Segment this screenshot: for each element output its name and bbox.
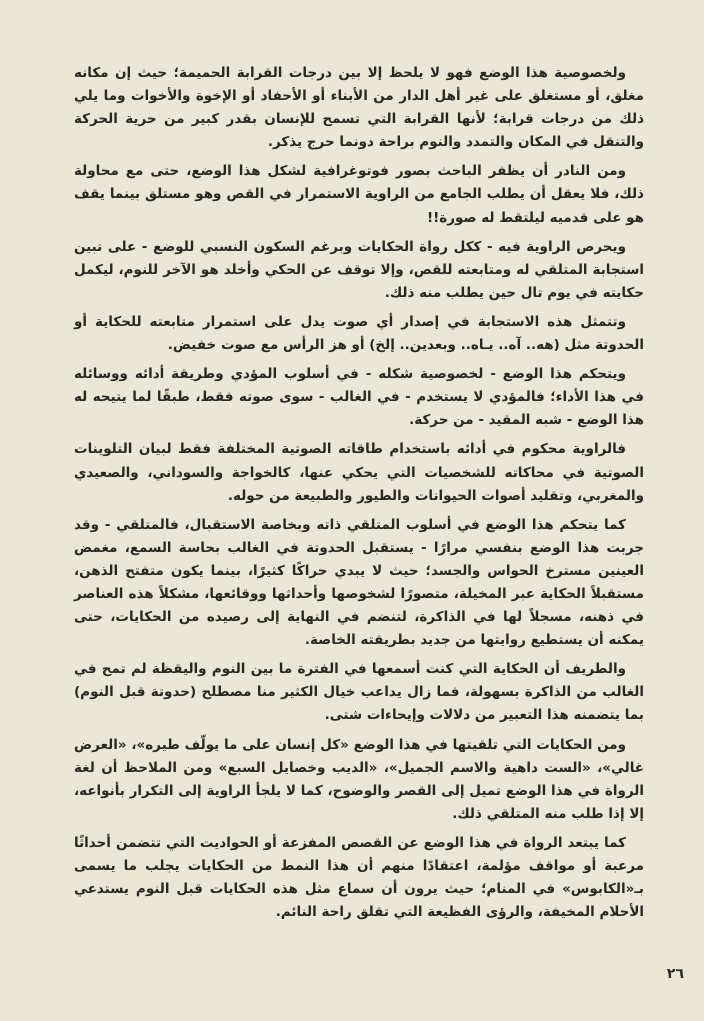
- paragraph: فالراوية محكوم في أدائه باستخدام طاقاته الصوتية المختلفة فقط لبيان التلوينات الصوتية في محاكاته للشخصيات التي يحكي عنها، كالخواجة والسوداني، والصعيدي والمغربي، وتقليد أصوات الحيوانات والطيور والطبيعة من حوله.: [74, 441, 644, 504]
- paragraph: ويحرص الراوية فيه - ككل رواة الحكايات وبرغم السكون النسبي للوضع - على تبين استجابة المتلقي له ومتابعته للقص، وإلا توقف عن الحكي وأخلد هو الآخر للنوم، ليكمل حكايته في يوم تال حين يطلب منه ذلك.: [74, 238, 644, 301]
- paragraph: ويتحكم هذا الوضع - لخصوصية شكله - في أسلوب المؤدي وطريقة أدائه ووسائله في هذا الأداء؛ فالمؤدي لا يستخدم - في الغالب - سوى صوته فقط، طبقًا لما يتيحه له هذا الوضع - شبه المقيد - من حركة.: [74, 366, 644, 429]
- paragraph: ولخصوصية هذا الوضع فهو لا يلحظ إلا بين درجات القرابة الحميمة؛ حيث إن مكانه مغلق، أو مستغلق على غير أهل الدار من الأبناء أو الأحفاد أو الإخوة والأخوات وما يلي ذلك من درجات قرابة؛ لأنها القرابة التي تسمح للإنسان بقدر كبير من حرية الحركة والتنقل في المكان والتمدد والنوم براحة دونما حرج يذكر.: [74, 65, 644, 151]
- paragraph: والطريف أن الحكاية التي كنت أسمعها في الفترة ما بين النوم واليقظة لم تمح في الغالب من الذاكرة بسهولة، فما زال يداعب خيال الكثير منا مصطلح (حدوتة قبل النوم) بما يتضمنه هذا التعبير من دلالات وإيحاءات شتى.: [74, 661, 644, 724]
- paragraph: وتتمثل هذه الاستجابة في إصدار أي صوت يدل على استمرار متابعته للحكاية أو الحدوتة مثل (هه.. آه.. يـاه.. وبعدين.. إلخ) أو هز الرأس مع صوت خفيض.: [74, 313, 644, 354]
- body-text: [74, 62, 644, 924]
- paragraph: ومن النادر أن يظفر الباحث بصور فوتوغرافية لشكل هذا الوضع، حتى مع محاولة ذلك، فلا يعقل أن يطلب الجامع من الراوية الاستمرار في القص وهو مستلق بينما يقف هو على قدميه ليلتقط له صورة!!: [74, 163, 644, 226]
- paragraph: كما يبتعد الرواة في هذا الوضع عن القصص المفزعة أو الحواديت التي تتضمن أحداثًا مرعبة أو مواقف مؤلمة، اعتقادًا منهم أن هذا النمط من الحكايات يجلب ما يسمى بـ«الكابوس» في المنام؛ حيث يرون أن سماع مثل هذه الحكايات قبل النوم يستدعي الأحلام المخيفة، والرؤى الفظيعة التي تقلق راحة النائم.: [74, 834, 644, 921]
- page-number: ٢٦: [666, 966, 684, 982]
- paragraph: كما يتحكم هذا الوضع في أسلوب المتلقي ذاته وبخاصة الاستقبال، فالمتلقي - وقد جربت هذا الوضع بنفسي مرارًا - يستقبل الحدوتة في الغالب بحاسة السمع، مغمض العينين مسترخ الحواس والجسد؛ حيث لا يبدي حراكًا كثيرًا، بينما يكون متفتح الذهن، مستقبلاً الحكاية عبر المخيلة، متصورًا لشخوصها وأحداثها ووقائعها، مشكلاً هذه العناصر في ذهنه، مسجلاً لها في الذاكرة، لتنضم في النهاية إلى رصيده من الحكايات، حتى يمكنه أن يستطيع روايتها من جديد بطريقته الخاصة.: [74, 516, 644, 649]
- paragraph: ومن الحكايات التي تلقيتها في هذا الوضع «كل إنسان على ما يولّف طيره»، «العرض غالي»، «الست داهية والاسم الجميل»، «الديب وخصايل السبع» ومن الملاحظ أن لغة الرواة في هذا الوضع تميل إلى القصر والوضوح، كما لا يلجأ الراوية إلى التكرار بأنواعه، إلا إذا طلب منه المتلقي ذلك.: [74, 736, 644, 822]
